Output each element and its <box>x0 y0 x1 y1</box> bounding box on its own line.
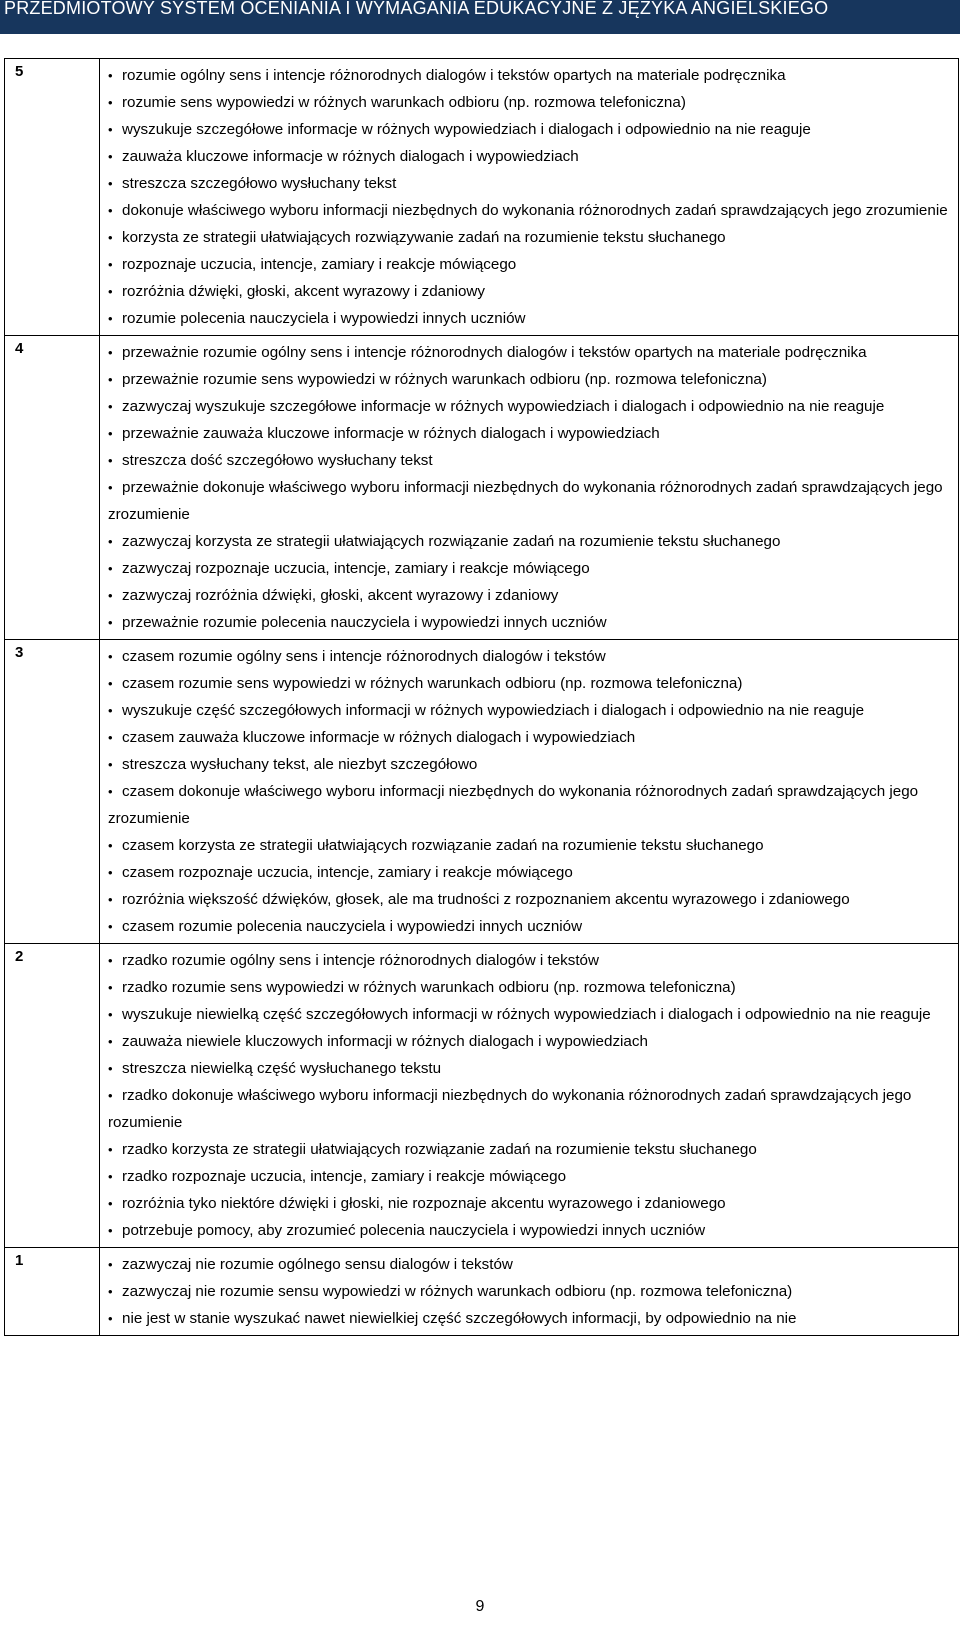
bullet-icon: • <box>108 588 113 603</box>
list-item-text: zazwyczaj nie rozumie sensu wypowiedzi w różnych warunkach odbioru (np. rozmowa telefoniczna) <box>122 1283 793 1300</box>
requirements-cell <box>100 1248 959 1336</box>
list-item <box>108 143 954 170</box>
requirements-cell <box>100 944 959 1248</box>
list-item-text: korzysta ze strategii ułatwiających rozwiązywanie zadań na rozumienie tekstu słuchanego <box>122 229 726 246</box>
list-item-text: zazwyczaj nie rozumie ogólnego sensu dialogów i tekstów <box>122 1256 513 1273</box>
requirements-list <box>108 62 954 332</box>
grade-cell: 2 <box>5 944 100 1248</box>
bullet-icon: • <box>108 953 113 968</box>
list-item <box>108 62 954 89</box>
bullet-icon: • <box>108 426 113 441</box>
list-item-text: rzadko rozpoznaje uczucia, intencje, zamiary i reakcje mówiącego <box>122 1168 567 1185</box>
bullet-icon: • <box>108 919 113 934</box>
list-item-text: rzadko rozumie sens wypowiedzi w różnych warunkach odbioru (np. rozmowa telefoniczna) <box>122 979 736 996</box>
list-item <box>108 278 954 305</box>
list-item-text: streszcza wysłuchany tekst, ale niezbyt szczegółowo <box>122 756 478 773</box>
list-item-text: rozróżnia większość dźwięków, głosek, ale ma trudności z rozpoznaniem akcentu wyrazowego i zdaniowego <box>122 891 850 908</box>
bullet-icon: • <box>108 676 113 691</box>
requirements-cell <box>100 336 959 640</box>
bullet-icon: • <box>108 284 113 299</box>
list-item-text: streszcza szczegółowo wysłuchany tekst <box>122 175 397 192</box>
list-item-text: rzadko rozumie ogólny sens i intencje różnorodnych dialogów i tekstów <box>122 952 599 969</box>
list-item <box>108 447 954 474</box>
list-item <box>108 393 954 420</box>
list-item-text: czasem rozumie polecenia nauczyciela i wypowiedzi innych uczniów <box>122 918 583 935</box>
bullet-icon: • <box>108 1088 113 1103</box>
bullet-icon: • <box>108 480 113 495</box>
bullet-icon: • <box>108 1311 113 1326</box>
bullet-icon: • <box>108 1223 113 1238</box>
bullet-icon: • <box>108 1196 113 1211</box>
bullet-icon: • <box>108 453 113 468</box>
list-item <box>108 582 954 609</box>
bullet-icon: • <box>108 203 113 218</box>
bullet-icon: • <box>108 838 113 853</box>
list-item <box>108 1305 954 1332</box>
list-item <box>108 913 954 940</box>
list-item-text: streszcza niewielką część wysłuchanego tekstu <box>122 1060 442 1077</box>
list-item-text: czasem dokonuje właściwego wyboru informacji niezbędnych do wykonania różnorodnych zadań sprawdzających jego zrozumienie <box>108 783 919 827</box>
list-item-text: rozumie sens wypowiedzi w różnych warunkach odbioru (np. rozmowa telefoniczna) <box>122 94 686 111</box>
list-item <box>108 859 954 886</box>
grade-row <box>5 1248 959 1336</box>
bullet-icon: • <box>108 730 113 745</box>
list-item-text: rozróżnia dźwięki, głoski, akcent wyrazowy i zdaniowy <box>122 283 485 300</box>
list-item <box>108 366 954 393</box>
list-item-text: czasem rozumie ogólny sens i intencje różnorodnych dialogów i tekstów <box>122 648 606 665</box>
bullet-icon: • <box>108 757 113 772</box>
bullet-icon: • <box>108 784 113 799</box>
page-number: 9 <box>475 1598 485 1615</box>
bullet-icon: • <box>108 980 113 995</box>
grade-row <box>5 640 959 944</box>
bullet-icon: • <box>108 1034 113 1049</box>
list-item-text: rozróżnia tyko niektóre dźwięki i głoski, nie rozpoznaje akcentu wyrazowego i zdaniowego <box>122 1195 726 1212</box>
list-item <box>108 197 954 224</box>
bullet-icon: • <box>108 865 113 880</box>
grade-row <box>5 59 959 336</box>
list-item-text: przeważnie rozumie ogólny sens i intencje różnorodnych dialogów i tekstów opartych na materiale podręcznika <box>122 344 867 361</box>
list-item-text: zazwyczaj korzysta ze strategii ułatwiających rozwiązanie zadań na rozumienie tekstu słuchanego <box>122 533 781 550</box>
list-item-text: czasem korzysta ze strategii ułatwiających rozwiązanie zadań na rozumienie tekstu słuchanego <box>122 837 764 854</box>
requirements-list <box>108 643 954 940</box>
requirements-list <box>108 947 954 1244</box>
list-item <box>108 555 954 582</box>
list-item-text: zauważa kluczowe informacje w różnych dialogach i wypowiedziach <box>122 148 579 165</box>
list-item <box>108 724 954 751</box>
list-item-text: czasem rozumie sens wypowiedzi w różnych warunkach odbioru (np. rozmowa telefoniczna) <box>122 675 743 692</box>
list-item-text: rzadko korzysta ze strategii ułatwiających rozwiązanie zadań na rozumienie tekstu słuchanego <box>122 1141 757 1158</box>
bullet-icon: • <box>108 561 113 576</box>
bullet-icon: • <box>108 149 113 164</box>
list-item-text: zazwyczaj rozpoznaje uczucia, intencje, zamiary i reakcje mówiącego <box>122 560 590 577</box>
bullet-icon: • <box>108 1169 113 1184</box>
requirements-cell <box>100 640 959 944</box>
list-item <box>108 251 954 278</box>
bullet-icon: • <box>108 257 113 272</box>
bullet-icon: • <box>108 176 113 191</box>
list-item <box>108 1163 954 1190</box>
bullet-icon: • <box>108 1007 113 1022</box>
bullet-icon: • <box>108 1257 113 1272</box>
document-title: PRZEDMIOTOWY SYSTEM OCENIANIA I WYMAGANIA EDUKACYJNE Z JĘZYKA ANGIELSKIEGO <box>4 0 829 18</box>
grade-row <box>5 944 959 1248</box>
list-item <box>108 474 954 528</box>
list-item-text: wyszukuje część szczegółowych informacji w różnych wypowiedziach i dialogach i odpowiednio na nie reaguje <box>122 702 865 719</box>
list-item <box>108 305 954 332</box>
list-item <box>108 1082 954 1136</box>
list-item-text: rzadko dokonuje właściwego wyboru informacji niezbędnych do wykonania różnorodnych zadań sprawdzających jego rozumienie <box>108 1087 912 1131</box>
list-item-text: rozpoznaje uczucia, intencje, zamiary i reakcje mówiącego <box>122 256 517 273</box>
list-item <box>108 886 954 913</box>
list-item <box>108 170 954 197</box>
bullet-icon: • <box>108 703 113 718</box>
grade-cell: 3 <box>5 640 100 944</box>
bullet-icon: • <box>108 1061 113 1076</box>
grade-cell: 5 <box>5 59 100 336</box>
bullet-icon: • <box>108 534 113 549</box>
list-item <box>108 1028 954 1055</box>
grade-cell: 1 <box>5 1248 100 1336</box>
bullet-icon: • <box>108 1142 113 1157</box>
list-item-text: wyszukuje szczegółowe informacje w różnych wypowiedziach i dialogach i odpowiednio na nie reaguje <box>122 121 811 138</box>
list-item <box>108 1251 954 1278</box>
requirements-list <box>108 1251 954 1332</box>
list-item-text: streszcza dość szczegółowo wysłuchany tekst <box>122 452 433 469</box>
list-item <box>108 1278 954 1305</box>
list-item <box>108 1136 954 1163</box>
list-item <box>108 1001 954 1028</box>
list-item-text: rozumie polecenia nauczyciela i wypowiedzi innych uczniów <box>122 310 526 327</box>
bullet-icon: • <box>108 311 113 326</box>
list-item-text: nie jest w stanie wyszukać nawet niewielkiej część szczegółowych informacji, by odpowiednio na nie <box>122 1310 797 1327</box>
grade-cell: 4 <box>5 336 100 640</box>
list-item-text: rozumie ogólny sens i intencje różnorodnych dialogów i tekstów opartych na materiale podręcznika <box>122 67 786 84</box>
bullet-icon: • <box>108 649 113 664</box>
list-item <box>108 947 954 974</box>
grades-table <box>4 58 959 1336</box>
list-item-text: przeważnie dokonuje właściwego wyboru informacji niezbędnych do wykonania różnorodnych zadań sprawdzających jego zrozumienie <box>108 479 943 523</box>
list-item <box>108 643 954 670</box>
list-item-text: przeważnie rozumie polecenia nauczyciela i wypowiedzi innych uczniów <box>122 614 607 631</box>
list-item <box>108 1055 954 1082</box>
list-item <box>108 89 954 116</box>
bullet-icon: • <box>108 615 113 630</box>
bullet-icon: • <box>108 372 113 387</box>
list-item <box>108 224 954 251</box>
list-item <box>108 528 954 555</box>
list-item <box>108 1217 954 1244</box>
requirements-cell <box>100 59 959 336</box>
list-item-text: przeważnie zauważa kluczowe informacje w różnych dialogach i wypowiedziach <box>122 425 660 442</box>
list-item <box>108 339 954 366</box>
list-item-text: czasem rozpoznaje uczucia, intencje, zamiary i reakcje mówiącego <box>122 864 573 881</box>
list-item <box>108 670 954 697</box>
grade-row <box>5 336 959 640</box>
list-item-text: dokonuje właściwego wyboru informacji niezbędnych do wykonania różnorodnych zadań sprawdzających jego zrozumienie <box>122 202 948 219</box>
list-item <box>108 751 954 778</box>
bullet-icon: • <box>108 1284 113 1299</box>
bullet-icon: • <box>108 122 113 137</box>
list-item-text: zauważa niewiele kluczowych informacji w różnych dialogach i wypowiedziach <box>122 1033 648 1050</box>
requirements-list <box>108 339 954 636</box>
bullet-icon: • <box>108 892 113 907</box>
list-item <box>108 116 954 143</box>
list-item-text: zazwyczaj rozróżnia dźwięki, głoski, akcent wyrazowy i zdaniowy <box>122 587 559 604</box>
list-item <box>108 420 954 447</box>
list-item <box>108 832 954 859</box>
list-item-text: wyszukuje niewielką część szczegółowych informacji w różnych wypowiedziach i dialogach i odpowiednio na nie reaguje <box>122 1006 931 1023</box>
list-item-text: potrzebuje pomocy, aby zrozumieć polecenia nauczyciela i wypowiedzi innych uczniów <box>122 1222 706 1239</box>
list-item <box>108 609 954 636</box>
list-item-text: przeważnie rozumie sens wypowiedzi w różnych warunkach odbioru (np. rozmowa telefoniczna) <box>122 371 767 388</box>
bullet-icon: • <box>108 95 113 110</box>
bullet-icon: • <box>108 230 113 245</box>
bullet-icon: • <box>108 68 113 83</box>
document-header <box>0 0 960 34</box>
list-item <box>108 697 954 724</box>
list-item <box>108 1190 954 1217</box>
list-item <box>108 778 954 832</box>
list-item-text: zazwyczaj wyszukuje szczegółowe informacje w różnych wypowiedziach i dialogach i odpowiednio na nie reaguje <box>122 398 885 415</box>
bullet-icon: • <box>108 345 113 360</box>
list-item <box>108 974 954 1001</box>
list-item-text: czasem zauważa kluczowe informacje w różnych dialogach i wypowiedziach <box>122 729 636 746</box>
bullet-icon: • <box>108 399 113 414</box>
